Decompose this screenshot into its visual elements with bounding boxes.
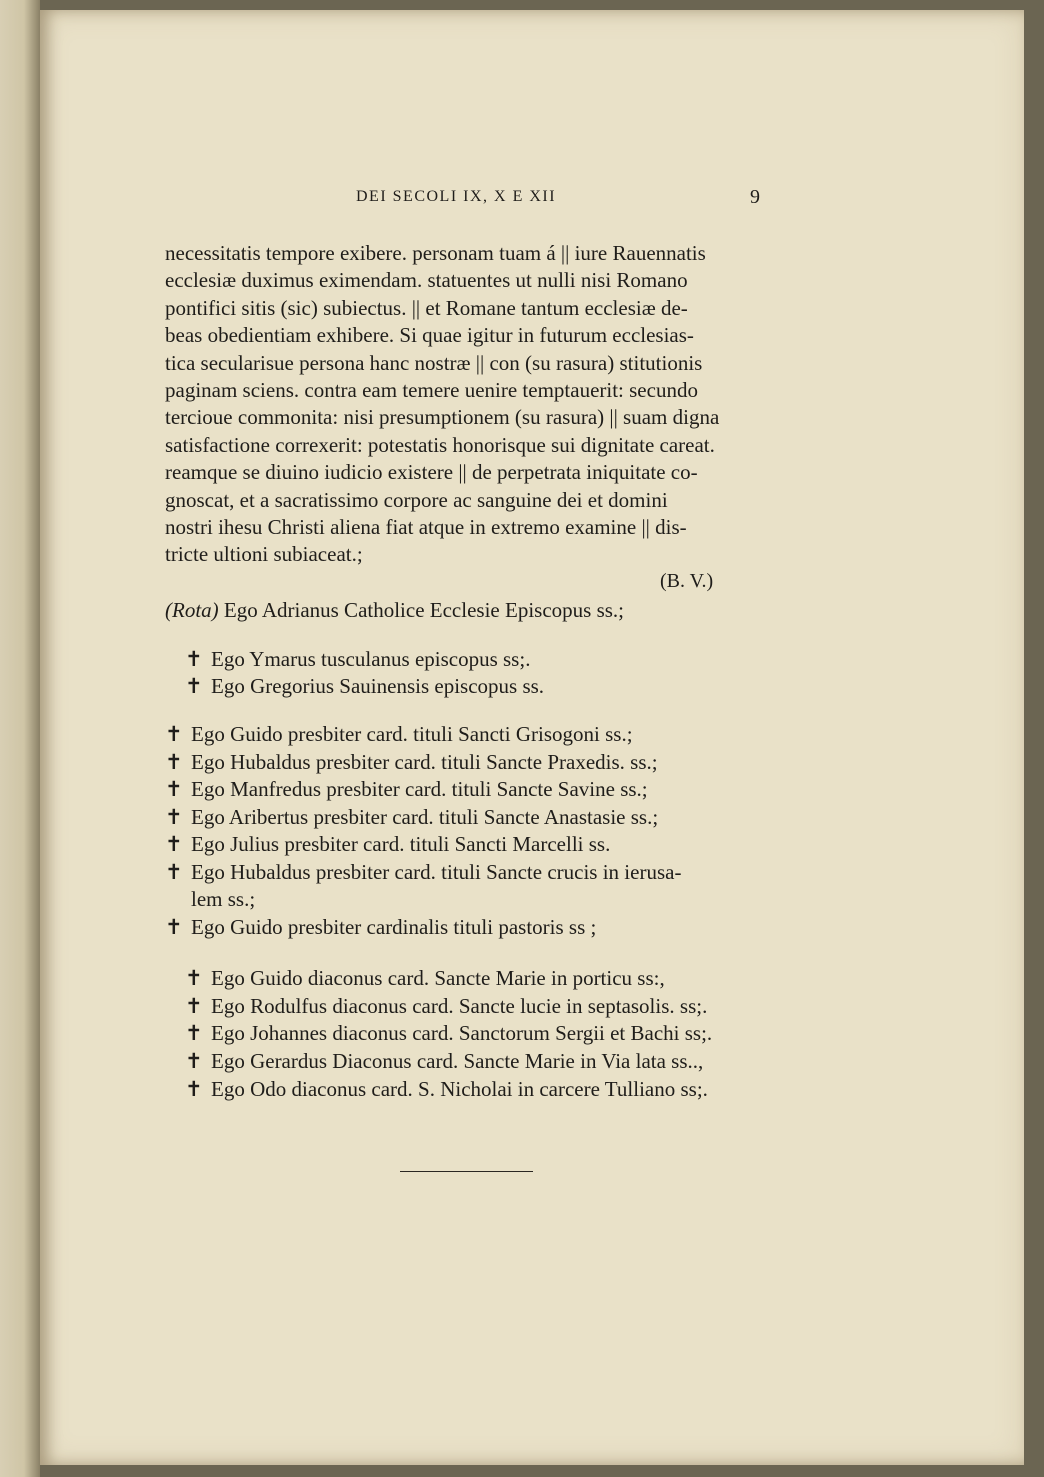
book-page (40, 10, 1024, 1465)
signature-text: Ego Ymarus tusculanus episcopus ss;. (211, 647, 531, 671)
signature-text: Ego Gerardus Diaconus card. Sancte Marie in Via lata ss.., (211, 1049, 704, 1073)
cross-icon: ✝ (165, 750, 183, 774)
body-line: tricte ultioni subiaceat.; (165, 542, 363, 567)
cross-icon: ✝ (185, 966, 203, 990)
body-line: gnoscat, et a sacratissimo corpore ac sanguine dei et domini (165, 487, 668, 512)
cross-icon: ✝ (165, 860, 183, 884)
signature-continuation (191, 886, 255, 913)
cross-icon: ✝ (185, 1049, 203, 1073)
body-line: paginam sciens. contra eam temere uenire temptauerit: secundo (165, 377, 698, 402)
signature-line (165, 804, 658, 831)
rota-text: Ego Adrianus Catholice Ecclesie Episcopus ss.; (223, 598, 624, 622)
signature-line (185, 965, 665, 992)
cross-icon: ✝ (165, 777, 183, 801)
page-number: 9 (750, 186, 760, 208)
signature-text: Ego Manfredus presbiter card. tituli Sancte Savine ss.; (191, 777, 648, 801)
signature-text: Ego Hubaldus presbiter card. tituli Sancte crucis in ierusa- (191, 860, 682, 884)
signature-text: Ego Hubaldus presbiter card. tituli Sancte Praxedis. ss.; (191, 750, 658, 774)
signature-text: Ego Julius presbiter card. tituli Sancti Marcelli ss. (191, 832, 611, 856)
signature-text: Ego Gregorius Sauinensis episcopus ss. (211, 674, 545, 698)
cross-icon: ✝ (185, 674, 203, 698)
cross-icon: ✝ (185, 1077, 203, 1101)
cross-icon: ✝ (165, 915, 183, 939)
cross-icon: ✝ (165, 832, 183, 856)
body-line: tercioue commonita: nisi presumptionem (su rasura) || suam digna (165, 405, 720, 430)
signature-line (165, 749, 658, 776)
adjacent-page-edge (0, 0, 40, 1477)
signature-line (185, 673, 544, 700)
signature-line (165, 859, 681, 886)
signature-line (185, 1076, 708, 1103)
signature-line (185, 1048, 703, 1075)
signature-text: Ego Odo diaconus card. S. Nicholai in carcere Tulliano ss;. (211, 1077, 708, 1101)
closing-rule (400, 1171, 533, 1172)
signature-line (185, 1020, 712, 1047)
signature-text: Ego Aribertus presbiter card. tituli Sancte Anastasie ss.; (191, 805, 659, 829)
body-line: pontifici sitis (sic) subiectus. || et Romane tantum ecclesiæ de- (165, 295, 688, 320)
body-line: ecclesiæ duximus eximendam. statuentes ut nulli nisi Romano (165, 268, 688, 293)
body-paragraph (165, 240, 765, 569)
signature-line (165, 914, 596, 941)
signature-line (185, 646, 530, 673)
cross-icon: ✝ (165, 722, 183, 746)
signature-line (165, 831, 610, 858)
bv-marker: (B. V.) (660, 570, 714, 592)
rota-label: (Rota) (165, 598, 219, 622)
body-line: nostri ihesu Christi aliena fiat atque in extremo examine || dis- (165, 514, 687, 539)
running-header: DEI SECOLI IX, X E XII (356, 188, 557, 205)
signature-text: Ego Rodulfus diaconus card. Sancte lucie in septasolis. ss;. (211, 994, 708, 1018)
body-line: necessitatis tempore exibere. personam tuam á || iure Rauennatis (165, 241, 706, 265)
rota-signature (165, 598, 624, 623)
cross-icon: ✝ (185, 647, 203, 671)
signature-line (165, 776, 648, 803)
body-line: beas obedientiam exhibere. Si quae igitur in futurum ecclesias- (165, 323, 694, 348)
signature-line (165, 721, 633, 748)
cross-icon: ✝ (165, 805, 183, 829)
signature-line (185, 993, 707, 1020)
signature-text: lem ss.; (191, 887, 256, 911)
cross-icon: ✝ (185, 1021, 203, 1045)
body-line: satisfactione correxerit: potestatis honorisque sui dignitate careat. (165, 432, 715, 457)
body-line: tica secularisue persona hanc nostræ || con (su rasura) stitutionis (165, 350, 703, 375)
body-line: reamque se diuino iudicio existere || de perpetrata iniquitate co- (165, 460, 698, 485)
signature-text: Ego Guido diaconus card. Sancte Marie in porticu ss:, (211, 966, 665, 990)
signature-text: Ego Johannes diaconus card. Sanctorum Sergii et Bachi ss;. (211, 1021, 713, 1045)
signature-text: Ego Guido presbiter cardinalis tituli pastoris ss ; (191, 915, 597, 939)
signature-text: Ego Guido presbiter card. tituli Sancti Grisogoni ss.; (191, 722, 633, 746)
cross-icon: ✝ (185, 994, 203, 1018)
